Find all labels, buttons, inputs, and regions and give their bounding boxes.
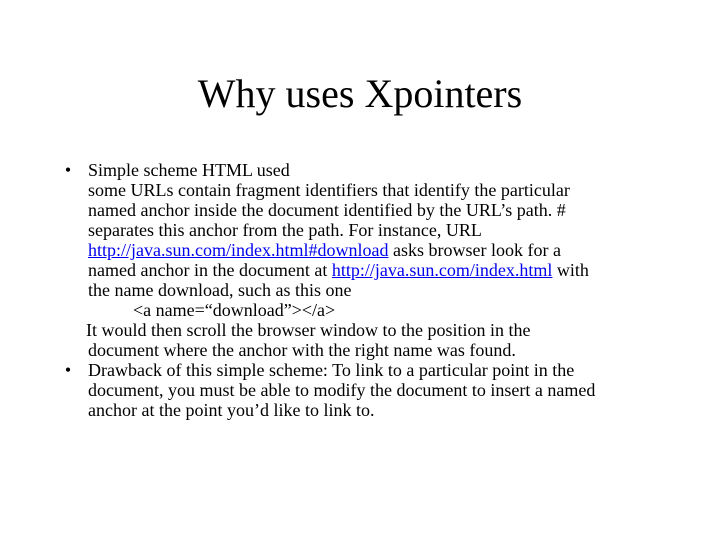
index-page-link[interactable]: http://java.sun.com/index.html (331, 260, 553, 280)
bullet-1-line-9: document where the anchor with the right name was found. (88, 340, 516, 360)
bullet-icon: • (64, 160, 72, 180)
bullet-1-line-3: separates this anchor from the path. For instance, URL (88, 220, 482, 240)
slide-title: Why uses Xpointers (197, 71, 523, 116)
bullet-1-line-6: the name download, such as this one (88, 280, 352, 300)
bullet-1-heading: Simple scheme HTML used (88, 160, 290, 180)
bullet-1-line-2: named anchor inside the document identified by the URL’s path. # (88, 200, 566, 220)
bullet-2-line-1: Drawback of this simple scheme: To link to a particular point in the (88, 360, 575, 380)
bullet-2-line-3: anchor at the point you’d like to link to. (88, 400, 375, 420)
bullet-item-1 (58, 160, 673, 360)
download-anchor-link[interactable]: http://java.sun.com/index.html#download (88, 240, 389, 260)
bullet-1-line-8: It would then scroll the browser window to the position in the (86, 320, 531, 340)
bullet-1-line-5-tail: with (552, 260, 589, 280)
bullet-1-line-4-text: asks browser look for a (388, 240, 561, 260)
bullet-item-2 (58, 360, 673, 420)
bullet-1-line-4 (88, 240, 673, 260)
bullet-1-line-5 (88, 260, 673, 280)
bullet-icon: • (64, 360, 72, 380)
bullet-1-line-5-text: named anchor in the document at (88, 260, 332, 280)
slide-body (58, 160, 673, 420)
code-example: <a name=“download”></a> (133, 300, 336, 320)
bullet-2-line-2: document, you must be able to modify the document to insert a named (88, 380, 596, 400)
bullet-1-line-1: some URLs contain fragment identifiers that identify the particular (88, 180, 570, 200)
